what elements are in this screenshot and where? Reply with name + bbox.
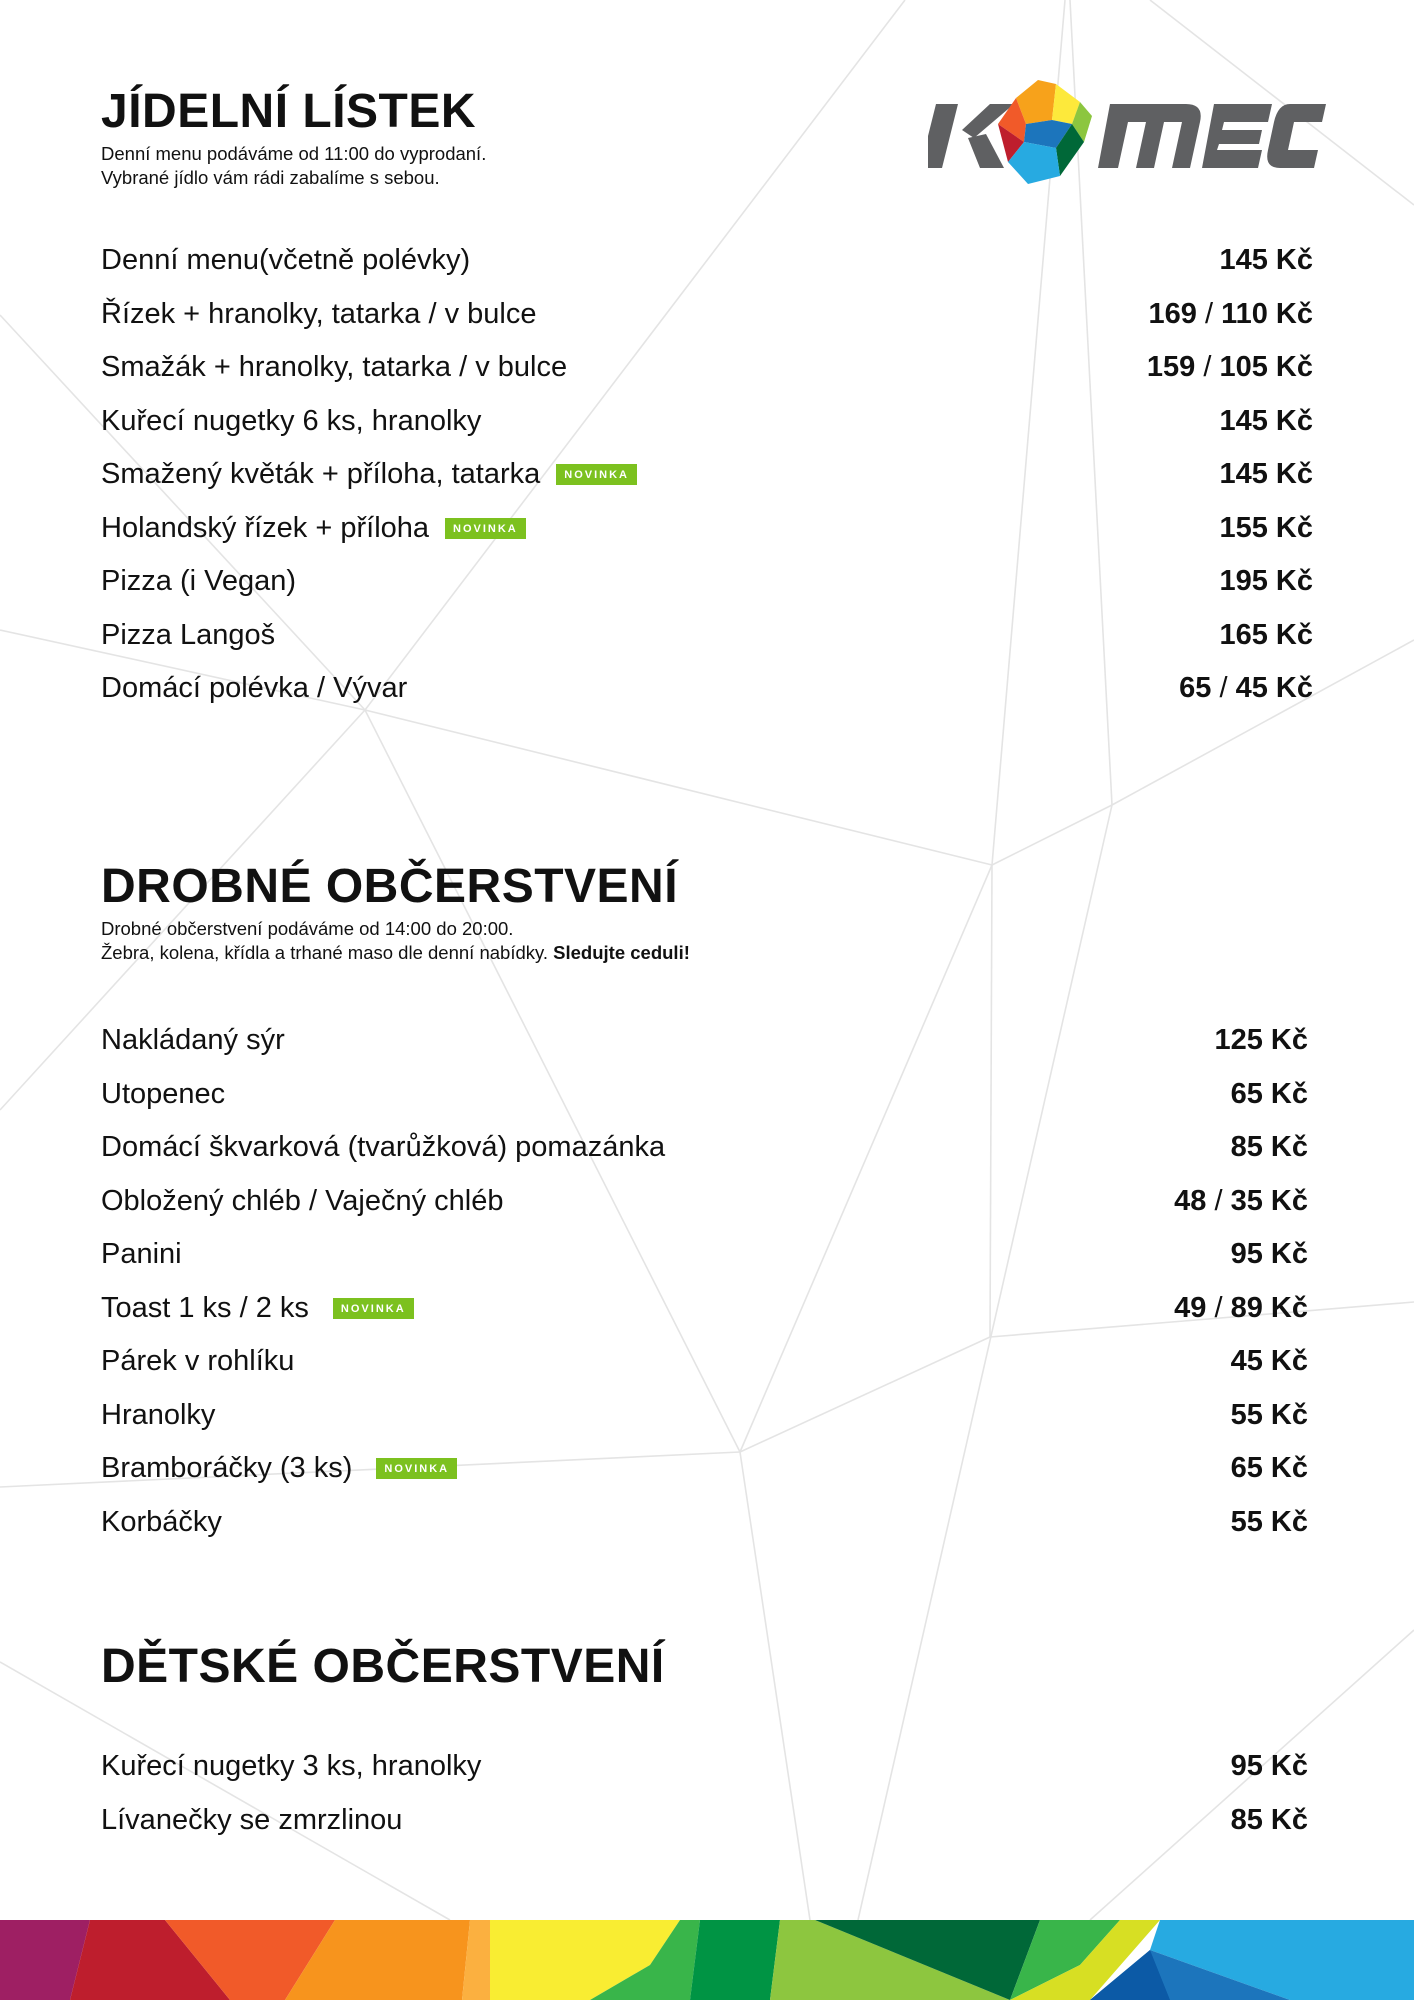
item-name: Toast 1 ks / 2 ks	[101, 1291, 309, 1324]
item-name: Nakládaný sýr	[101, 1024, 285, 1057]
menu-item	[101, 341, 1313, 395]
item-name: Kuřecí nugetky 6 ks, hranolky	[101, 404, 482, 437]
item-price: 55 Kč	[1230, 1398, 1308, 1431]
subtitle-line: Denní menu podáváme od 11:00 do vyprodaní.	[101, 143, 487, 164]
rainbow-stripe	[0, 1920, 1414, 2000]
novinka-badge: NOVINKA	[556, 464, 637, 485]
item-name: Panini	[101, 1238, 182, 1271]
price-separator: /	[1195, 351, 1220, 384]
item-name-wrap	[101, 458, 637, 491]
price-b: 110 Kč	[1221, 297, 1313, 330]
item-price	[1174, 1292, 1308, 1325]
item-price: 85 Kč	[1230, 1803, 1308, 1836]
item-price: 55 Kč	[1230, 1505, 1308, 1538]
novinka-badge: NOVINKA	[445, 518, 526, 539]
item-price: 125 Kč	[1214, 1024, 1308, 1057]
subtitle-line: Vybrané jídlo vám rádi zabalíme s sebou.	[101, 167, 440, 188]
menu-item	[101, 1228, 1308, 1282]
item-price: 85 Kč	[1230, 1131, 1308, 1164]
item-name: Bramboráčky (3 ks)	[101, 1452, 353, 1485]
item-name: Domácí škvarková (tvarůžková) pomazánka	[101, 1131, 666, 1164]
item-price: 165 Kč	[1219, 618, 1313, 651]
price-b: 105 Kč	[1219, 351, 1313, 384]
menu-item	[101, 1175, 1308, 1229]
menu-item	[101, 1794, 1308, 1848]
item-name: Řízek + hranolky, tatarka / v bulce	[101, 297, 537, 330]
item-name-wrap	[101, 512, 526, 545]
menu-item	[101, 1740, 1308, 1794]
price-a: 159	[1146, 351, 1196, 384]
price-separator: /	[1206, 1184, 1231, 1217]
item-name: Korbáčky	[101, 1505, 222, 1538]
item-price: 195 Kč	[1219, 565, 1313, 598]
menu-item	[101, 1121, 1308, 1175]
kids-section	[101, 1640, 1308, 1836]
price-b: 35 Kč	[1230, 1184, 1308, 1217]
menu-item	[101, 1496, 1308, 1550]
menu-item	[101, 1068, 1308, 1122]
menu-item	[101, 1442, 1308, 1496]
item-price: 145 Kč	[1219, 458, 1313, 491]
subtitle-line	[101, 941, 1308, 965]
price-b: 45 Kč	[1235, 672, 1313, 705]
item-name: Hranolky	[101, 1398, 216, 1431]
menu-item	[101, 555, 1313, 609]
novinka-badge: NOVINKA	[376, 1458, 457, 1479]
novinka-badge: NOVINKA	[333, 1298, 414, 1319]
price-separator: /	[1206, 1291, 1231, 1324]
section-title: DĚTSKÉ OBČERSTVENÍ	[101, 1640, 665, 1693]
section-subtitle	[101, 917, 1308, 965]
item-price: 145 Kč	[1219, 244, 1313, 277]
item-name: Lívanečky se zmrzlinou	[101, 1803, 403, 1836]
item-name: Denní menu(včetně polévky)	[101, 244, 471, 277]
menu-list	[101, 234, 1313, 716]
price-a: 169	[1148, 297, 1197, 330]
price-a: 65	[1179, 672, 1212, 705]
price-a: 49	[1174, 1291, 1207, 1324]
menu-item	[101, 395, 1313, 449]
item-price: 45 Kč	[1230, 1345, 1308, 1378]
menu-list	[101, 1014, 1308, 1549]
item-name: Holandský řízek + příloha	[101, 511, 430, 544]
section-subtitle	[101, 142, 1313, 190]
item-name: Smažák + hranolky, tatarka / v bulce	[101, 351, 568, 384]
menu-item	[101, 1014, 1308, 1068]
menu-item	[101, 448, 1313, 502]
price-separator: /	[1211, 672, 1236, 705]
item-name: Pizza Langoš	[101, 618, 276, 651]
item-price: 65 Kč	[1230, 1077, 1308, 1110]
item-name: Pizza (i Vegan)	[101, 565, 297, 598]
item-price	[1179, 672, 1313, 705]
item-price: 65 Kč	[1230, 1452, 1308, 1485]
section-title: JÍDELNÍ LÍSTEK	[101, 85, 477, 138]
item-name: Párek v rohlíku	[101, 1345, 295, 1378]
item-name-wrap	[101, 1292, 414, 1325]
menu-item	[101, 1335, 1308, 1389]
menu-item	[101, 288, 1313, 342]
item-name-wrap	[101, 1452, 457, 1485]
menu-item	[101, 609, 1313, 663]
main-menu-section	[101, 85, 1313, 705]
subtitle-line: Drobné občerstvení podáváme od 14:00 do 20:00.	[101, 918, 514, 939]
price-b: 89 Kč	[1230, 1291, 1308, 1324]
subtitle-text: Žebra, kolena, křídla a trhané maso dle denní nabídky.	[101, 942, 549, 963]
price-separator: /	[1196, 297, 1222, 330]
menu-item	[101, 234, 1313, 288]
item-price	[1174, 1185, 1308, 1218]
menu-item	[101, 1389, 1308, 1443]
menu-item	[101, 1282, 1308, 1336]
item-name: Obložený chléb / Vaječný chléb	[101, 1184, 504, 1217]
item-name: Kuřecí nugetky 3 ks, hranolky	[101, 1750, 482, 1783]
subtitle-emphasis: Sledujte ceduli!	[553, 942, 690, 963]
item-price	[1149, 298, 1313, 331]
item-price: 145 Kč	[1219, 404, 1313, 437]
menu-item	[101, 502, 1313, 556]
item-name: Domácí polévka / Vývar	[101, 672, 408, 705]
section-title: DROBNÉ OBČERSTVENÍ	[101, 860, 679, 913]
menu-item	[101, 662, 1313, 716]
item-name: Utopenec	[101, 1077, 226, 1110]
item-price: 95 Kč	[1230, 1238, 1308, 1271]
item-price	[1147, 351, 1313, 384]
menu-list	[101, 1740, 1308, 1847]
item-price: 95 Kč	[1230, 1750, 1308, 1783]
item-name: Smažený květák + příloha, tatarka	[101, 458, 541, 491]
snacks-section	[101, 860, 1308, 1538]
price-a: 48	[1174, 1184, 1207, 1217]
item-price: 155 Kč	[1219, 511, 1313, 544]
